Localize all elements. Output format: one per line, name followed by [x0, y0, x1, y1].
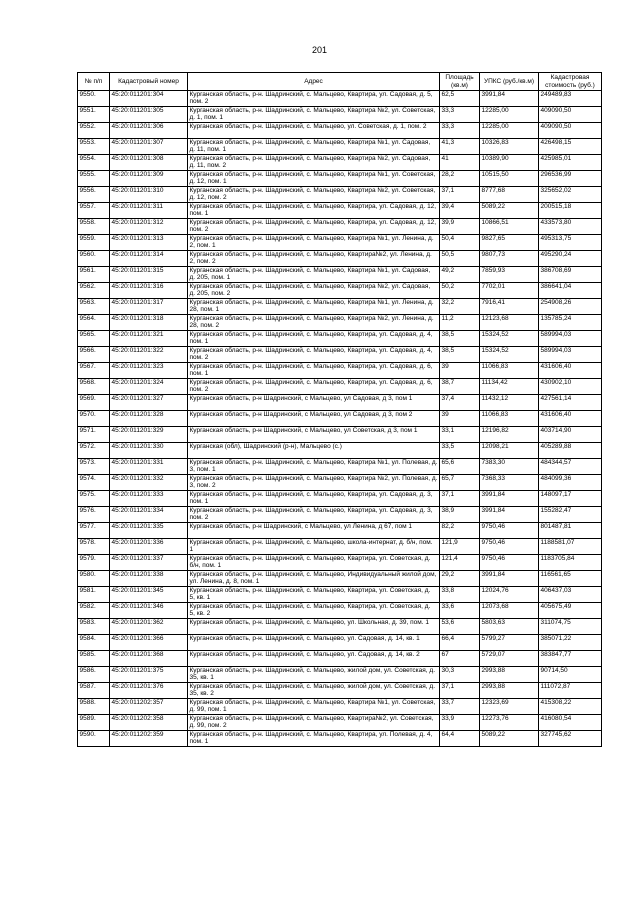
- cell-address: Курганская область, р-н. Шадринский, с. Мальцево, Квартира №1, ул. Ленина, д. 28, пом. 1: [188, 299, 440, 315]
- table-row: [78, 171, 602, 187]
- cell-address: Курганская область, р-н. Шадринский, с. Мальцево, Квартира №1, ул. Полевая, д. 3, пом. 1: [188, 459, 440, 475]
- cell-num: 9567.: [78, 363, 110, 379]
- cell-address: Курганская область, р-н. Шадринский, с. Мальцево, ул. Садовая, д. 14, кв. 2: [188, 651, 440, 667]
- cell-area: 50,5: [440, 251, 480, 267]
- cell-num: 9575.: [78, 491, 110, 507]
- cell-cadastral-number: 45:20:011201:304: [110, 91, 188, 107]
- cell-upks: 15324,52: [480, 347, 539, 363]
- cell-cadastral-number: 45:20:011201:327: [110, 395, 188, 411]
- table-row: [78, 459, 602, 475]
- cell-cadastral-number: 45:20:011201:315: [110, 267, 188, 283]
- cell-cadastral-number: 45:20:011201:376: [110, 683, 188, 699]
- table-row: [78, 235, 602, 251]
- cell-address: Курганская область, р-н. Шадринский, с. Мальцево, ул. Садовая, д. 14, кв. 1: [188, 635, 440, 651]
- cell-num: 9550.: [78, 91, 110, 107]
- cell-cadastral-number: 45:20:011201:332: [110, 475, 188, 491]
- cell-num: 9566.: [78, 347, 110, 363]
- cell-address: Курганская область, р-н. Шадринский, с. Мальцево, Квартира, ул. Садовая, д. 4, пом. 2: [188, 347, 440, 363]
- cell-num: 9563.: [78, 299, 110, 315]
- cell-upks: 10866,51: [480, 219, 539, 235]
- cell-num: 9578.: [78, 539, 110, 555]
- cell-address: Курганская область, р-н. Шадринский, с. Мальцево, жилой дом, ул. Советская, д. 35, кв. 1: [188, 667, 440, 683]
- cell-num: 9585.: [78, 651, 110, 667]
- table-row: [78, 603, 602, 619]
- cell-address: Курганская область, р-н. Шадринский, с. Мальцево, Квартира, ул. Советская, д. 5, кв. 2: [188, 603, 440, 619]
- cell-num: 9558.: [78, 219, 110, 235]
- cell-num: 9580.: [78, 571, 110, 587]
- cell-cadastral-number: 45:20:011201:335: [110, 523, 188, 539]
- cell-cadastral-cost: 385071,22: [539, 635, 602, 651]
- cell-area: 33,7: [440, 699, 480, 715]
- cell-num: 9557.: [78, 203, 110, 219]
- cell-area: 37,1: [440, 187, 480, 203]
- table-row: [78, 539, 602, 555]
- cell-cadastral-number: 45:20:011202:358: [110, 715, 188, 731]
- cell-cadastral-number: 45:20:011201:324: [110, 379, 188, 395]
- cell-upks: 3991,84: [480, 571, 539, 587]
- cell-num: 9551.: [78, 107, 110, 123]
- cell-num: 9572.: [78, 443, 110, 459]
- cell-area: 50,2: [440, 283, 480, 299]
- cell-area: 66,4: [440, 635, 480, 651]
- cell-area: 33,3: [440, 107, 480, 123]
- cell-num: 9552.: [78, 123, 110, 139]
- cell-area: 39: [440, 411, 480, 427]
- cell-cadastral-cost: 431606,40: [539, 411, 602, 427]
- cell-upks: 12273,76: [480, 715, 539, 731]
- cell-cadastral-cost: 383847,77: [539, 651, 602, 667]
- cell-cadastral-number: 45:20:011201:362: [110, 619, 188, 635]
- cell-area: 39,4: [440, 203, 480, 219]
- cell-cadastral-number: 45:20:011201:345: [110, 587, 188, 603]
- cell-address: Курганская (обл), Шадринский (р-н), Мальцево (с.): [188, 443, 440, 459]
- cell-area: 28,2: [440, 171, 480, 187]
- cell-cadastral-cost: 484344,57: [539, 459, 602, 475]
- cell-cadastral-cost: 431606,40: [539, 363, 602, 379]
- cell-num: 9573.: [78, 459, 110, 475]
- cell-upks: 15324,52: [480, 331, 539, 347]
- cell-area: 38,5: [440, 331, 480, 347]
- table-body: [78, 91, 602, 747]
- cell-area: 33,5: [440, 443, 480, 459]
- cell-address: Курганская область, р-н. Шадринский, с. Мальцево, Квартира №2, ул. Садовая, д. 205, пом. 2: [188, 283, 440, 299]
- table-row: [78, 475, 602, 491]
- cell-cadastral-number: 45:20:011201:312: [110, 219, 188, 235]
- cell-area: 29,2: [440, 571, 480, 587]
- cell-upks: 7859,93: [480, 267, 539, 283]
- cell-num: 9556.: [78, 187, 110, 203]
- cell-cadastral-cost: 589994,03: [539, 331, 602, 347]
- cell-address: Курганская область, р-н. Шадринский, с. Мальцево, Квартира№2, ул. Советская, д. 99, пом. 2: [188, 715, 440, 731]
- cell-cadastral-cost: 325652,02: [539, 187, 602, 203]
- cell-cadastral-cost: 425985,01: [539, 155, 602, 171]
- cell-cadastral-number: 45:20:011201:333: [110, 491, 188, 507]
- table-row: [78, 411, 602, 427]
- cell-area: 41,3: [440, 139, 480, 155]
- cell-cadastral-cost: 90714,50: [539, 667, 602, 683]
- cell-num: 9582.: [78, 603, 110, 619]
- table-row: [78, 187, 602, 203]
- cell-upks: 8777,68: [480, 187, 539, 203]
- table-row: [78, 107, 602, 123]
- cell-area: 33,9: [440, 715, 480, 731]
- table-row: [78, 523, 602, 539]
- cell-cadastral-cost: 249489,83: [539, 91, 602, 107]
- cell-area: 121,4: [440, 555, 480, 571]
- table-row: [78, 363, 602, 379]
- cell-address: Курганская область, р-н. Шадринский, с. Мальцево, школа-интернат, д. б/н, пом. 1: [188, 539, 440, 555]
- table-row: [78, 315, 602, 331]
- cell-cadastral-cost: 405675,49: [539, 603, 602, 619]
- cell-address: Курганская область, р-н. Шадринский, с. Мальцево, Квартира №1, ул. Садовая, д. 11, пом. 1: [188, 139, 440, 155]
- cell-cadastral-cost: 495290,24: [539, 251, 602, 267]
- cell-area: 65,6: [440, 459, 480, 475]
- cell-upks: 7383,30: [480, 459, 539, 475]
- cell-upks: 5799,27: [480, 635, 539, 651]
- cell-cadastral-cost: 403714,90: [539, 427, 602, 443]
- cell-cadastral-cost: 200515,18: [539, 203, 602, 219]
- cell-num: 9565.: [78, 331, 110, 347]
- cell-address: Курганская область, р-н. Шадринский, с. Мальцево, ул. Школьная, д. 39, пом. 1: [188, 619, 440, 635]
- cell-upks: 12323,69: [480, 699, 539, 715]
- table-row: [78, 715, 602, 731]
- cell-area: 62,5: [440, 91, 480, 107]
- cell-area: 39,9: [440, 219, 480, 235]
- cell-upks: 2993,88: [480, 667, 539, 683]
- table-row: [78, 555, 602, 571]
- cell-area: 33,1: [440, 427, 480, 443]
- cell-cadastral-number: 45:20:011201:313: [110, 235, 188, 251]
- cell-area: 33,8: [440, 587, 480, 603]
- cell-num: 9561.: [78, 267, 110, 283]
- cell-cadastral-number: 45:20:011201:337: [110, 555, 188, 571]
- cell-upks: 7916,41: [480, 299, 539, 315]
- cell-cadastral-number: 45:20:011201:317: [110, 299, 188, 315]
- cell-address: Курганская область, р-н. Шадринский, с. Мальцево, Квартира №2, ул. Советская, д. 1, пом. 1: [188, 107, 440, 123]
- table-row: [78, 139, 602, 155]
- cell-upks: 9750,46: [480, 539, 539, 555]
- cell-address: Курганская область, р-н Шадринский, с Мальцево, ул Садовая, д 3, пом 1: [188, 395, 440, 411]
- cell-upks: 5089,22: [480, 203, 539, 219]
- table-row: [78, 427, 602, 443]
- table-row: [78, 571, 602, 587]
- table-row: [78, 347, 602, 363]
- cell-upks: 11432,12: [480, 395, 539, 411]
- cell-num: 9553.: [78, 139, 110, 155]
- cell-address: Курганская область, р-н. Шадринский, с. Мальцево, жилой дом, ул. Советская, д. 35, кв. 2: [188, 683, 440, 699]
- cell-cadastral-cost: 409090,50: [539, 107, 602, 123]
- cell-upks: 11066,83: [480, 363, 539, 379]
- cell-address: Курганская область, р-н. Шадринский, с. Мальцево, Квартира №1, ул. Садовая, д. 205, пом. 1: [188, 267, 440, 283]
- cell-cadastral-number: 45:20:011201:305: [110, 107, 188, 123]
- cell-cadastral-cost: 484099,36: [539, 475, 602, 491]
- cell-cadastral-cost: 386708,69: [539, 267, 602, 283]
- cell-num: 9583.: [78, 619, 110, 635]
- cell-num: 9587.: [78, 683, 110, 699]
- cell-num: 9590.: [78, 731, 110, 747]
- cell-address: Курганская область, р-н. Шадринский, с. Мальцево, Квартира, ул. Садовая, д. 4, пом. 1: [188, 331, 440, 347]
- cell-area: 65,7: [440, 475, 480, 491]
- cell-cadastral-number: 45:20:011201:331: [110, 459, 188, 475]
- cell-cadastral-number: 45:20:011202:357: [110, 699, 188, 715]
- header-area: Площадь (кв.м): [440, 73, 480, 91]
- cell-num: 9569.: [78, 395, 110, 411]
- cell-cadastral-number: 45:20:011201:322: [110, 347, 188, 363]
- cell-cadastral-number: 45:20:011201:334: [110, 507, 188, 523]
- cell-upks: 12285,00: [480, 123, 539, 139]
- cell-address: Курганская область, р-н. Шадринский, с. Мальцево, Квартира№2, ул. Ленина, д. 2, пом. 2: [188, 251, 440, 267]
- cell-address: Курганская область, р-н. Шадринский, с. Мальцево, Квартира №2, ул. Садовая, д. 11, пом. 2: [188, 155, 440, 171]
- cell-cadastral-cost: 327745,62: [539, 731, 602, 747]
- cell-address: Курганская область, р-н. Шадринский, с. Мальцево, Квартира №2, ул. Полевая, д. 3, пом. 2: [188, 475, 440, 491]
- cell-area: 39: [440, 363, 480, 379]
- cell-num: 9589.: [78, 715, 110, 731]
- table-row: [78, 587, 602, 603]
- cell-cadastral-cost: 135785,24: [539, 315, 602, 331]
- cell-num: 9588.: [78, 699, 110, 715]
- table-row: [78, 283, 602, 299]
- cell-address: Курганская область, р-н. Шадринский, с. Мальцево, Квартира №2, ул. Ленина, д. 28, пом. 2: [188, 315, 440, 331]
- cell-upks: 12285,00: [480, 107, 539, 123]
- cell-address: Курганская область, р-н. Шадринский, с. Мальцево, Квартира, ул. Садовая, д. 12, пом. 1: [188, 203, 440, 219]
- cell-area: 32,2: [440, 299, 480, 315]
- cell-num: 9576.: [78, 507, 110, 523]
- cell-cadastral-cost: 386641,04: [539, 283, 602, 299]
- cell-address: Курганская область, р-н. Шадринский, с. Мальцево, Квартира, ул. Садовая, д. 3, пом. 1: [188, 491, 440, 507]
- cell-cadastral-number: 45:20:011201:321: [110, 331, 188, 347]
- table-row: [78, 203, 602, 219]
- cell-cadastral-number: 45:20:011201:368: [110, 651, 188, 667]
- cell-address: Курганская область, р-н. Шадринский, с. Мальцево, Квартира №1, ул. Советская, д. 12, пом. 1: [188, 171, 440, 187]
- table-row: [78, 219, 602, 235]
- cell-area: 64,4: [440, 731, 480, 747]
- cell-upks: 12024,76: [480, 587, 539, 603]
- cell-address: Курганская область, р-н. Шадринский, с. Мальцево, Индивидуальный жилой дом, ул. Ленина, д. 8, пом. 1: [188, 571, 440, 587]
- cell-area: 41: [440, 155, 480, 171]
- cell-cadastral-cost: 406437,03: [539, 587, 602, 603]
- table-row: [78, 667, 602, 683]
- cell-num: 9577.: [78, 523, 110, 539]
- cell-upks: 11066,83: [480, 411, 539, 427]
- cell-num: 9581.: [78, 587, 110, 603]
- cell-upks: 9750,46: [480, 555, 539, 571]
- cell-address: Курганская область, р-н. Шадринский, с. Мальцево, Квартира, ул. Советская, д. б/н, пом. 1: [188, 555, 440, 571]
- cell-num: 9554.: [78, 155, 110, 171]
- cell-cadastral-cost: 254908,26: [539, 299, 602, 315]
- cell-area: 37,4: [440, 395, 480, 411]
- cell-area: 49,2: [440, 267, 480, 283]
- cell-cadastral-number: 45:20:011201:311: [110, 203, 188, 219]
- header-upks: УПКС (руб./кв.м): [480, 73, 539, 91]
- table-row: [78, 683, 602, 699]
- cell-cadastral-number: 45:20:011201:323: [110, 363, 188, 379]
- table-row: [78, 491, 602, 507]
- cell-cadastral-cost: 1183705,84: [539, 555, 602, 571]
- cell-upks: 10389,90: [480, 155, 539, 171]
- cell-area: 38,5: [440, 347, 480, 363]
- cell-upks: 5803,63: [480, 619, 539, 635]
- cell-upks: 5089,22: [480, 731, 539, 747]
- cell-cadastral-cost: 427561,14: [539, 395, 602, 411]
- table-row: [78, 155, 602, 171]
- cell-cadastral-cost: 589994,03: [539, 347, 602, 363]
- cell-area: 50,4: [440, 235, 480, 251]
- cell-cadastral-number: 45:20:011201:336: [110, 539, 188, 555]
- cell-cadastral-cost: 405289,88: [539, 443, 602, 459]
- cell-cadastral-cost: 433573,80: [539, 219, 602, 235]
- cell-upks: 12098,21: [480, 443, 539, 459]
- cell-area: 33,6: [440, 603, 480, 619]
- cell-num: 9586.: [78, 667, 110, 683]
- cell-cadastral-number: 45:20:011201:308: [110, 155, 188, 171]
- cadastral-table: [77, 72, 602, 747]
- cell-cadastral-number: 45:20:011201:309: [110, 171, 188, 187]
- cell-cadastral-number: 45:20:011201:318: [110, 315, 188, 331]
- cell-cadastral-cost: 148097,17: [539, 491, 602, 507]
- cell-cadastral-cost: 296536,99: [539, 171, 602, 187]
- cell-cadastral-cost: 155282,47: [539, 507, 602, 523]
- cell-address: Курганская область, р-н. Шадринский, с. Мальцево, Квартира, ул. Садовая, д. 6, пом. 1: [188, 363, 440, 379]
- cell-cadastral-cost: 111072,87: [539, 683, 602, 699]
- cell-upks: 3991,84: [480, 507, 539, 523]
- cell-address: Курганская область, р-н. Шадринский, с. Мальцево, Квартира, ул. Садовая, д. 6, пом. 2: [188, 379, 440, 395]
- cell-area: 37,1: [440, 491, 480, 507]
- cell-cadastral-cost: 430902,10: [539, 379, 602, 395]
- cell-area: 37,1: [440, 683, 480, 699]
- table-row: [78, 731, 602, 747]
- table-row: [78, 379, 602, 395]
- cell-cadastral-cost: 116561,65: [539, 571, 602, 587]
- cell-num: 9555.: [78, 171, 110, 187]
- cell-upks: 3991,84: [480, 491, 539, 507]
- cell-num: 9579.: [78, 555, 110, 571]
- cell-upks: 10326,83: [480, 139, 539, 155]
- cell-upks: 9807,73: [480, 251, 539, 267]
- cell-address: Курганская область, р-н. Шадринский, с. Мальцево, Квартира, ул. Садовая, д. 12, пом. 2: [188, 219, 440, 235]
- cell-area: 33,3: [440, 123, 480, 139]
- cell-area: 11,2: [440, 315, 480, 331]
- table-row: [78, 619, 602, 635]
- cell-upks: 12196,82: [480, 427, 539, 443]
- cell-cadastral-number: 45:20:011201:306: [110, 123, 188, 139]
- cell-address: Курганская область, р-н. Шадринский, с. Мальцево, Квартира №2, ул. Советская, д. 12, пом. 2: [188, 187, 440, 203]
- cell-num: 9559.: [78, 235, 110, 251]
- cell-address: Курганская область, р-н Шадринский, с Мальцево, ул Советская, д 3, пом 1: [188, 427, 440, 443]
- cell-num: 9570.: [78, 411, 110, 427]
- cell-cadastral-number: 45:20:011201:316: [110, 283, 188, 299]
- cell-cadastral-cost: 415308,22: [539, 699, 602, 715]
- cell-cadastral-cost: 495313,75: [539, 235, 602, 251]
- cell-area: 82,2: [440, 523, 480, 539]
- cell-upks: 5729,07: [480, 651, 539, 667]
- cell-address: Курганская область, р-н. Шадринский, с. Мальцево, Квартира, ул. Полевая, д. 4, пом. 1: [188, 731, 440, 747]
- table-row: [78, 395, 602, 411]
- table-row: [78, 123, 602, 139]
- cell-address: Курганская область, р-н. Шадринский, с. Мальцево, Квартира №1, ул. Ленина, д. 2, пом. 1: [188, 235, 440, 251]
- cell-cadastral-number: 45:20:011201:310: [110, 187, 188, 203]
- cell-cadastral-number: 45:20:011201:328: [110, 411, 188, 427]
- cell-area: 121,9: [440, 539, 480, 555]
- cell-cadastral-cost: 426498,15: [539, 139, 602, 155]
- page-number: 201: [311, 45, 328, 55]
- table-row: [78, 91, 602, 107]
- table-row: [78, 651, 602, 667]
- cell-cadastral-number: 45:20:011201:329: [110, 427, 188, 443]
- cell-address: Курганская область, р-н Шадринский, с Мальцево, ул Ленина, д 67, пом 1: [188, 523, 440, 539]
- cell-num: 9571.: [78, 427, 110, 443]
- table-row: [78, 331, 602, 347]
- table-row: [78, 635, 602, 651]
- cell-area: 38,9: [440, 507, 480, 523]
- cell-num: 9584.: [78, 635, 110, 651]
- cell-cadastral-cost: 311074,75: [539, 619, 602, 635]
- table-row: [78, 507, 602, 523]
- cell-upks: 11134,42: [480, 379, 539, 395]
- cell-upks: 7368,33: [480, 475, 539, 491]
- table-row: [78, 443, 602, 459]
- cell-upks: 10515,50: [480, 171, 539, 187]
- cell-upks: 9750,46: [480, 523, 539, 539]
- cell-num: 9560.: [78, 251, 110, 267]
- cell-cadastral-number: 45:20:011201:338: [110, 571, 188, 587]
- header-cadastral: Кадастровый номер: [110, 73, 188, 91]
- cell-address: Курганская область, р-н. Шадринский, с. Мальцево, ул. Советская, д. 1, пом. 2: [188, 123, 440, 139]
- cell-cadastral-number: 45:20:011201:330: [110, 443, 188, 459]
- cell-address: Курганская область, р-н. Шадринский, с. Мальцево, Квартира, ул. Садовая, д. 5, пом. 2: [188, 91, 440, 107]
- cell-upks: 12073,68: [480, 603, 539, 619]
- cell-address: Курганская область, р-н. Шадринский, с. Мальцево, Квартира №1, ул. Советская, д. 99, пом. 1: [188, 699, 440, 715]
- cell-address: Курганская область, р-н. Шадринский, с. Мальцево, Квартира, ул. Садовая, д. 3, пом. 2: [188, 507, 440, 523]
- cell-upks: 2993,88: [480, 683, 539, 699]
- table-row: [78, 699, 602, 715]
- cell-area: 30,3: [440, 667, 480, 683]
- cell-address: Курганская область, р-н. Шадринский, с. Мальцево, Квартира, ул. Советская, д. 5, кв. 1: [188, 587, 440, 603]
- cell-upks: 3991,84: [480, 91, 539, 107]
- cell-upks: 7702,01: [480, 283, 539, 299]
- cell-cadastral-cost: 801487,81: [539, 523, 602, 539]
- header-cost: Кадастровая стоимость (руб.): [539, 73, 602, 91]
- cell-cadastral-cost: 416080,54: [539, 715, 602, 731]
- table-row: [78, 251, 602, 267]
- table-header-row: [78, 73, 602, 91]
- cell-cadastral-number: 45:20:011201:307: [110, 139, 188, 155]
- cell-num: 9562.: [78, 283, 110, 299]
- cell-cadastral-number: 45:20:011201:375: [110, 667, 188, 683]
- cell-cadastral-number: 45:20:011201:314: [110, 251, 188, 267]
- table-row: [78, 267, 602, 283]
- cell-num: 9574.: [78, 475, 110, 491]
- cell-address: Курганская область, р-н Шадринский, с Мальцево, ул Садовая, д 3, пом 2: [188, 411, 440, 427]
- cell-area: 38,7: [440, 379, 480, 395]
- cell-cadastral-number: 45:20:011202:359: [110, 731, 188, 747]
- cell-area: 53,6: [440, 619, 480, 635]
- cell-num: 9568.: [78, 379, 110, 395]
- cell-num: 9564.: [78, 315, 110, 331]
- header-num: № п/п: [78, 73, 110, 91]
- cell-upks: 12123,68: [480, 315, 539, 331]
- cell-cadastral-cost: 409090,50: [539, 123, 602, 139]
- table-row: [78, 299, 602, 315]
- header-address: Адрес: [188, 73, 440, 91]
- cell-upks: 9827,65: [480, 235, 539, 251]
- cell-cadastral-number: 45:20:011201:366: [110, 635, 188, 651]
- cell-cadastral-number: 45:20:011201:346: [110, 603, 188, 619]
- cell-area: 67: [440, 651, 480, 667]
- cell-cadastral-cost: 1188581,07: [539, 539, 602, 555]
